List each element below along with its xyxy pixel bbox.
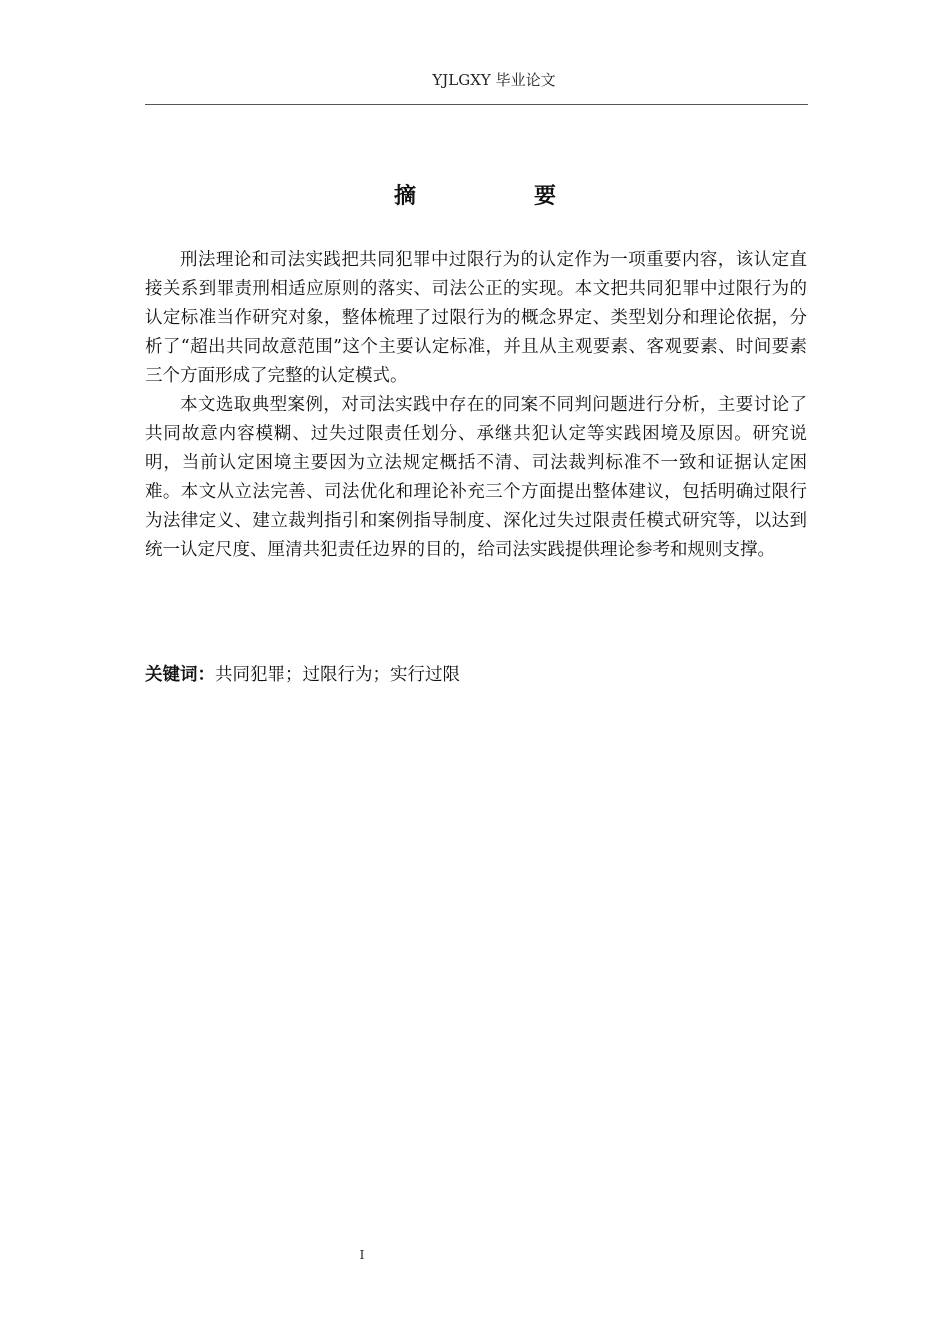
page-number: I [359, 1248, 365, 1262]
running-header: YJLGXY 毕业论文 [432, 71, 556, 89]
abstract-title: 摘 要 [393, 184, 604, 209]
abstract-body [145, 246, 807, 565]
header-rule [145, 104, 808, 105]
keywords-label: 关键词： [145, 665, 215, 685]
keywords-line [145, 662, 807, 688]
abstract-paragraph-1: 刑法理论和司法实践把共同犯罪中过限行为的认定作为一项重要内容，该认定直接关系到罪责刑相适应原则的落实、司法公正的实现。本文把共同犯罪中过限行为的认定标准当作研究对象，整体梳理了过限行为的概念界定、类型划分和理论依据，分析了“超出共同故意范围”这个主要认定标准，并且从主观要素、客观要素、时间要素三个方面形成了完整的认定模式。 [145, 250, 807, 386]
keywords-text: 共同犯罪；过限行为；实行过限 [215, 665, 460, 685]
abstract-paragraph-2: 本文选取典型案例，对司法实践中存在的同案不同判问题进行分析，主要讨论了共同故意内容模糊、过失过限责任划分、承继共犯认定等实践困境及原因。研究说明，当前认定困境主要因为立法规定概括不清、司法裁判标准不一致和证据认定困难。本文从立法完善、司法优化和理论补充三个方面提出整体建议，包括明确过限行为法律定义、建立裁判指引和案例指导制度、深化过失过限责任模式研究等，以达到统一认定尺度、厘清共犯责任边界的目的，给司法实践提供理论参考和规则支撑。 [145, 395, 807, 560]
